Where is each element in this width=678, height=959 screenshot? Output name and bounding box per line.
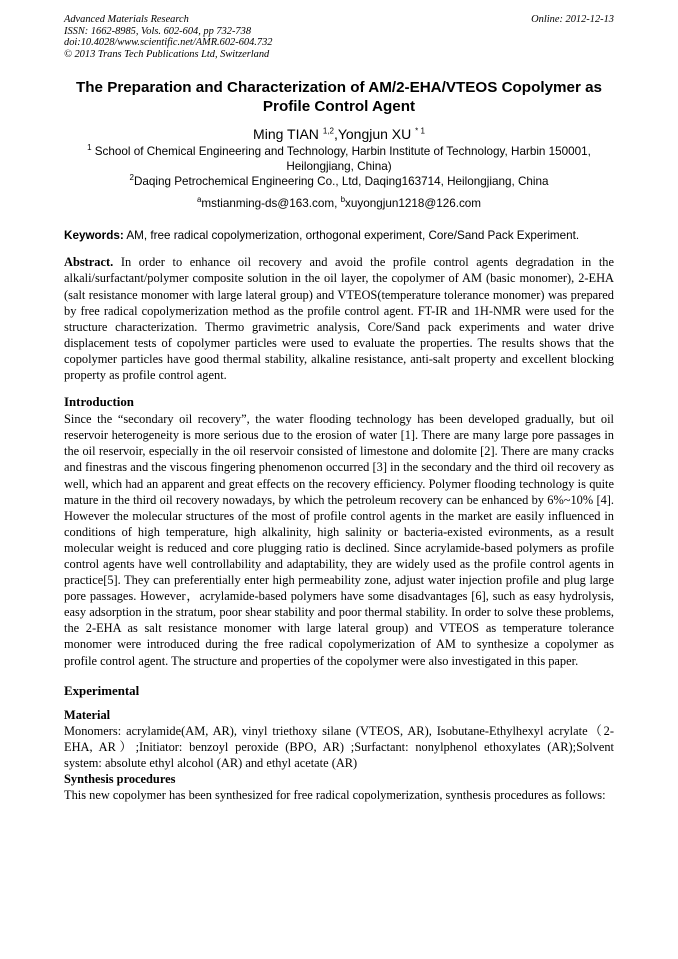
abstract-text: In order to enhance oil recovery and avoid the profile control agents degradation in the alkali/surfactant/polymer composite solution in the oil layer, the copolymer of AM (basic monomer), 2-EHA (salt resistance monomer with large lateral group) and VTEOS(temperature tolerance monomer) was prepared by free radical copolymerization method as the profile control agent. FT-IR and 1H-NMR were used for the structure characterization. Thermo gravimetric analysis, Core/Sand pack experiments and water drive displacement tests of copolymer particles were used to evaluate the properties. The results shows that the copolymer particles have good thermal stability, alkaline resistance, anti-salt property and excellent blocking property as profile control agent.	[64, 255, 614, 383]
keywords-label: Keywords:	[64, 229, 124, 243]
author-2-name: Yongjun XU	[337, 126, 416, 143]
affiliation-2	[64, 174, 614, 189]
synthesis-paragraph: This new copolymer has been synthesized for free radical copolymerization, synthesis procedures as follows:	[64, 787, 606, 802]
author-1-name: Ming TIAN	[253, 126, 323, 143]
keywords-line	[64, 228, 614, 243]
material-heading: Material	[64, 707, 111, 722]
email-a-text[interactable]: mstianming-ds@163.com,	[201, 197, 341, 211]
paper-title: The Preparation and Characterization of AM/2-EHA/VTEOS Copolymer as Profile Control Agent	[75, 79, 603, 116]
doi-line[interactable]: doi:10.4028/www.scientific.net/AMR.602-604.732	[64, 37, 273, 49]
email-b-mark: b	[340, 195, 346, 205]
affiliation-1	[64, 144, 614, 174]
online-date: Online: 2012-12-13	[531, 14, 614, 25]
introduction-heading: Introduction	[64, 395, 134, 410]
introduction-paragraph: Since the “secondary oil recovery”, the water flooding technology has been developed gradually, but oil reservoir heterogeneity is more serious due to the erosion of water [1]. There are many large pore passages in the oil reservoir, especially in the oil reservoir consisted of limestone and dolomite [2]. There are many cracks and finestras and the viscous fingering phenomenon occurred [3] in the secondary and the third oil recovery as well, which had an apparent and great effects on the recovery efficiency. Polymer flooding technology is quite mature in the third oil recovery nowadays, by which the petroleum recovery can be enhanced by 6%~10% [4]. However the molecular structures of the most of profile control agents in the market are easily influenced in conditions of high temperature, high alkalinity, high salinity or bacteria-existed evironments, as a result molecular weight is reduced and core plugging ratio is declined. Since acrylamide-based polymers as profile control agents have well controllability and adaptability, they are widely used as the profile control agents in practice[5]. They can preferentially enter high permeability zone, adjust water injection profile and plug large pore passages. However，acrylamide-based polymers have some disadvantages [6], such as easy hydrolysis, easy adsorption in the stratum, poor shear stability and poor thermal stability. In order to solve these problems, the 2-EHA as salt resistance monomer with large lateral group) and VTEOS as temperature tolerance monomer were introduced during the free radical copolymerization of AM to synthesize a copolymer as profile control agent. The structure and properties of the copolymer were also investigated in this paper.	[64, 412, 614, 668]
email-a-mark: a	[196, 195, 202, 205]
email-line	[64, 196, 614, 211]
email-b-text[interactable]: xuyongjun1218@126.com	[345, 197, 482, 211]
author-line	[64, 126, 614, 143]
affiliation-2-text: Daqing Petrochemical Engineering Co., Ltd, Daqing163714, Heilongjiang, China	[133, 175, 549, 189]
synthesis-heading: Synthesis procedures	[64, 771, 176, 786]
author-separator: ,	[333, 126, 338, 143]
author-1-affiliation-mark: 1,2	[322, 126, 334, 136]
keywords-text: AM, free radical copolymerization, orthogonal experiment, Core/Sand Pack Experiment.	[123, 229, 580, 243]
author-2-affiliation-mark: * 1	[415, 126, 425, 136]
abstract-paragraph	[64, 254, 614, 383]
affiliation-1-mark: 1	[87, 143, 92, 153]
affiliation-2-mark: 2	[129, 173, 134, 183]
copyright-line: © 2013 Trans Tech Publications Ltd, Switzerland	[64, 48, 270, 60]
issn-line: ISSN: 1662-8985, Vols. 602-604, pp 732-738	[64, 25, 252, 37]
journal-header	[64, 14, 614, 60]
experimental-heading: Experimental	[64, 683, 140, 698]
journal-name: Advanced Materials Research	[64, 14, 189, 25]
material-paragraph: Monomers: acrylamide(AM, AR), vinyl triethoxy silane (VTEOS, AR), Isobutane-Ethylhexyl acrylate（2-EHA, AR）;Initiator: benzoyl peroxide (BPO, AR) ;Surfactant: nonylphenol ethoxylates (AR);Solvent system: absolute ethyl alcohol (AR) and ethyl acetate (AR)	[64, 723, 614, 770]
affiliation-1-text: School of Chemical Engineering and Technology, Harbin Institute of Technology, Harbin 150001, Heilongjiang, China)	[91, 145, 591, 174]
abstract-label: Abstract.	[64, 255, 114, 270]
